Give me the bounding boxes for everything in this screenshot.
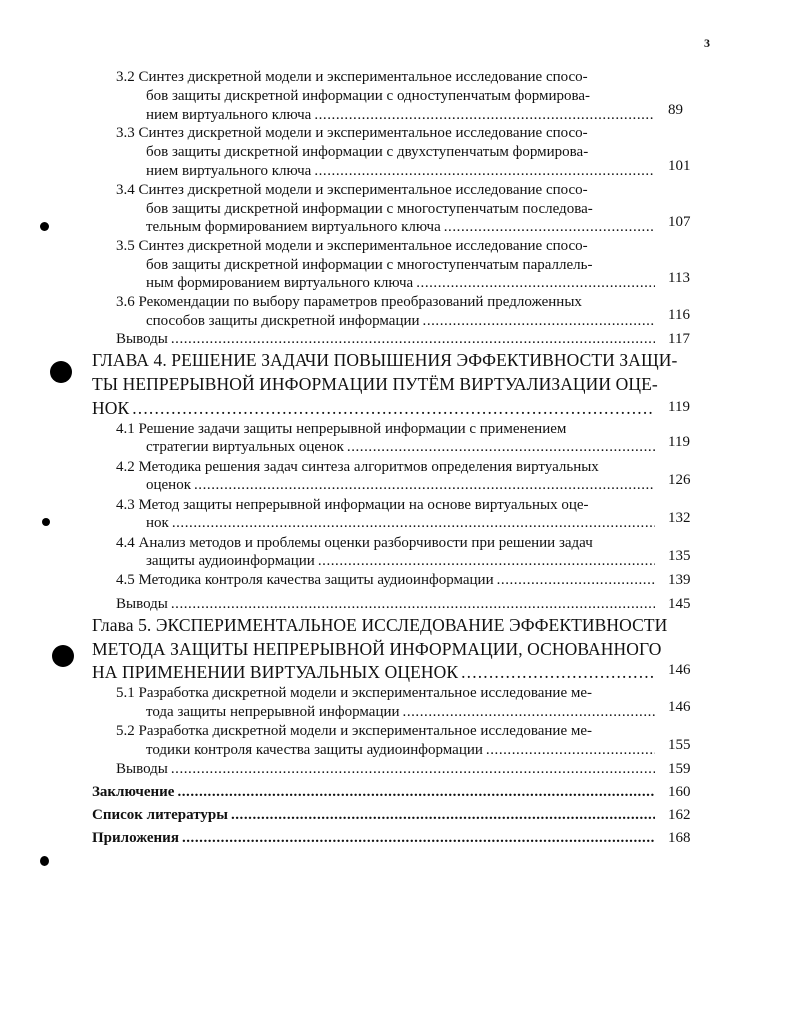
toc-entry-text: 4.2 Методика решения задач синтеза алгоритмов определения виртуальных [116, 459, 599, 475]
dot-leader [172, 514, 655, 532]
toc-entry-text: 4.4 Анализ методов и проблемы оценки разборчивости при решении задач [116, 535, 593, 551]
toc-entry-text: тельным формированием виртуального ключа [146, 219, 441, 235]
dot-leader [403, 703, 655, 721]
toc-entry-title-line [92, 638, 661, 660]
toc-entry-title-last-line [116, 595, 655, 613]
toc-entry-title-line [92, 349, 677, 371]
page-number: 3 [704, 36, 710, 50]
scan-mark [40, 222, 49, 231]
dot-leader [318, 552, 655, 570]
toc-entry-text: тодики контроля качества защиты аудиоинформации [146, 742, 483, 758]
toc-entry-page-number: 155 [668, 737, 691, 753]
toc-entry-title-last-line [116, 330, 655, 348]
dot-leader [171, 595, 655, 613]
toc-entry-text: НОК [92, 398, 130, 418]
toc-entry-title-line [116, 496, 589, 514]
dot-leader [497, 571, 655, 589]
toc-entry-text: Выводы [116, 596, 168, 612]
toc-entry-text: ТЫ НЕПРЕРЫВНОЙ ИНФОРМАЦИИ ПУТЁМ ВИРТУАЛИЗАЦИИ ОЦЕ- [92, 374, 658, 394]
toc-entry-text: бов защиты дискретной информации с двухступенчатым формирова- [146, 144, 589, 160]
toc-entry-page-number: 119 [668, 399, 690, 415]
toc-entry-text: Заключение [92, 784, 175, 800]
toc-entry-title-line [116, 722, 592, 740]
toc-entry-text: бов защиты дискретной информации с многоступенчатым последова- [146, 201, 593, 217]
toc-entry-title-last-line [146, 552, 655, 570]
toc-entry-page-number: 117 [668, 331, 690, 347]
toc-entry-page-number: 146 [668, 662, 691, 678]
dot-leader [314, 162, 655, 180]
toc-entry-title-last-line [146, 312, 655, 330]
toc-entry-text: 3.4 Синтез дискретной модели и экспериментальное исследование спосо- [116, 182, 588, 198]
toc-entry-title-last-line [92, 783, 655, 801]
toc-entry-title-last-line [146, 741, 655, 759]
toc-entry-title-line [116, 684, 592, 702]
toc-entry-page-number: 101 [668, 158, 691, 174]
toc-entry-title-last-line [146, 162, 655, 180]
toc-entry-text: 4.3 Метод защиты непрерывной информации на основе виртуальных оце- [116, 497, 589, 513]
toc-entry-title-line [116, 124, 588, 142]
toc-entry-title-line [116, 458, 599, 476]
toc-entry-page-number: 126 [668, 472, 691, 488]
dot-leader [461, 661, 655, 683]
scan-mark [40, 856, 49, 866]
punch-hole [52, 645, 74, 667]
toc-entry-title-last-line [92, 829, 655, 847]
toc-entry-title-line [116, 237, 588, 255]
toc-entry-page-number: 139 [668, 572, 691, 588]
toc-entry-title-line [146, 87, 590, 105]
toc-entry-text: ГЛАВА 4. РЕШЕНИЕ ЗАДАЧИ ПОВЫШЕНИЯ ЭФФЕКТИВНОСТИ ЗАЩИ- [92, 350, 678, 370]
dot-leader [231, 806, 655, 824]
toc-entry-text: МЕТОДА ЗАЩИТЫ НЕПРЕРЫВНОЙ ИНФОРМАЦИИ, ОСНОВАННОГО [92, 639, 662, 659]
toc-entry-text: нок [146, 515, 169, 531]
toc-entry-text: нием виртуального ключа [146, 163, 312, 179]
toc-entry-title-last-line [146, 106, 655, 124]
dot-leader [177, 783, 655, 801]
toc-entry-title-line [116, 181, 588, 199]
toc-entry-page-number: 159 [668, 761, 691, 777]
toc-entry-title-last-line [92, 661, 655, 683]
toc-entry-text: Приложения [92, 830, 179, 846]
toc-entry-text: 4.1 Решение задачи защиты непрерывной информации с применением [116, 421, 567, 437]
toc-entry-page-number: 119 [668, 434, 690, 450]
dot-leader [171, 760, 655, 778]
toc-entry-title-last-line [146, 218, 655, 236]
toc-entry-text: нием виртуального ключа [146, 107, 312, 123]
toc-entry-title-line [92, 373, 658, 395]
toc-entry-title-last-line [92, 806, 655, 824]
toc-entry-title-line [146, 256, 592, 274]
toc-entry-title-line [116, 293, 582, 311]
toc-entry-text: 4.5 Методика контроля качества защиты аудиоинформации [116, 572, 494, 588]
toc-entry-page-number: 145 [668, 596, 691, 612]
toc-entry-page-number: 107 [668, 214, 691, 230]
toc-entry-text: стратегии виртуальных оценок [146, 439, 344, 455]
toc-entry-page-number: 116 [668, 307, 690, 323]
toc-entry-title-last-line [92, 397, 655, 419]
toc-entry-text: бов защиты дискретной информации с одноступенчатым формирова- [146, 88, 591, 104]
toc-entry-title-line [116, 420, 566, 438]
toc-entry-page-number: 113 [668, 270, 690, 286]
punch-hole [50, 361, 72, 383]
toc-entry-text: бов защиты дискретной информации с многоступенчатым параллель- [146, 257, 593, 273]
dot-leader [347, 438, 655, 456]
toc-entry-text: 3.5 Синтез дискретной модели и экспериментальное исследование спосо- [116, 238, 588, 254]
toc-entry-title-line [146, 143, 588, 161]
toc-entry-title-line [116, 534, 593, 552]
toc-entry-page-number: 132 [668, 510, 691, 526]
toc-entry-title-last-line [116, 760, 655, 778]
toc-entry-text: ным формированием виртуального ключа [146, 275, 414, 291]
toc-entry-page-number: 160 [668, 784, 691, 800]
dot-leader [182, 829, 655, 847]
dot-leader [444, 218, 655, 236]
toc-entry-title-last-line [146, 438, 655, 456]
toc-entry-text: защиты аудиоинформации [146, 553, 315, 569]
toc-entry-text: 3.6 Рекомендации по выбору параметров преобразований предложенных [116, 294, 582, 310]
scan-mark [42, 518, 50, 526]
dot-leader [194, 476, 655, 494]
toc-entry-text: Глава 5. ЭКСПЕРИМЕНТАЛЬНОЕ ИССЛЕДОВАНИЕ ЭФФЕКТИВНОСТИ [92, 615, 668, 635]
toc-entry-title-line [146, 200, 593, 218]
dot-leader [423, 312, 655, 330]
toc-entry-page-number: 162 [668, 807, 691, 823]
toc-entry-text: 5.1 Разработка дискретной модели и экспериментальное исследование ме- [116, 685, 592, 701]
toc-entry-text: Список литературы [92, 807, 228, 823]
toc-entry-text: Выводы [116, 761, 168, 777]
dot-leader [171, 330, 655, 348]
toc-entry-title-last-line [146, 476, 655, 494]
toc-entry-title-last-line [116, 571, 655, 589]
toc-entry-text: 3.3 Синтез дискретной модели и экспериментальное исследование спосо- [116, 125, 588, 141]
dot-leader [416, 274, 655, 292]
toc-entry-text: 5.2 Разработка дискретной модели и экспериментальное исследование ме- [116, 723, 592, 739]
toc-entry-text: оценок [146, 477, 191, 493]
toc-entry-text: НА ПРИМЕНЕНИИ ВИРТУАЛЬНЫХ ОЦЕНОК [92, 662, 459, 682]
toc-entry-page-number: 135 [668, 548, 691, 564]
dot-leader [132, 397, 655, 419]
toc-entry-title-last-line [146, 274, 655, 292]
dot-leader [486, 741, 655, 759]
dot-leader [314, 106, 655, 124]
toc-entry-page-number: 146 [668, 699, 691, 715]
toc-entry-page-number: 168 [668, 830, 691, 846]
toc-entry-title-last-line [146, 703, 655, 721]
toc-entry-title-last-line [146, 514, 655, 532]
toc-entry-title-line [116, 68, 588, 86]
toc-entry-text: способов защиты дискретной информации [146, 313, 420, 329]
toc-entry-title-line [92, 614, 667, 636]
toc-entry-page-number: 89 [668, 102, 683, 118]
toc-entry-text: тода защиты непрерывной информации [146, 704, 400, 720]
toc-entry-text: 3.2 Синтез дискретной модели и экспериментальное исследование спосо- [116, 69, 588, 85]
toc-entry-text: Выводы [116, 331, 168, 347]
